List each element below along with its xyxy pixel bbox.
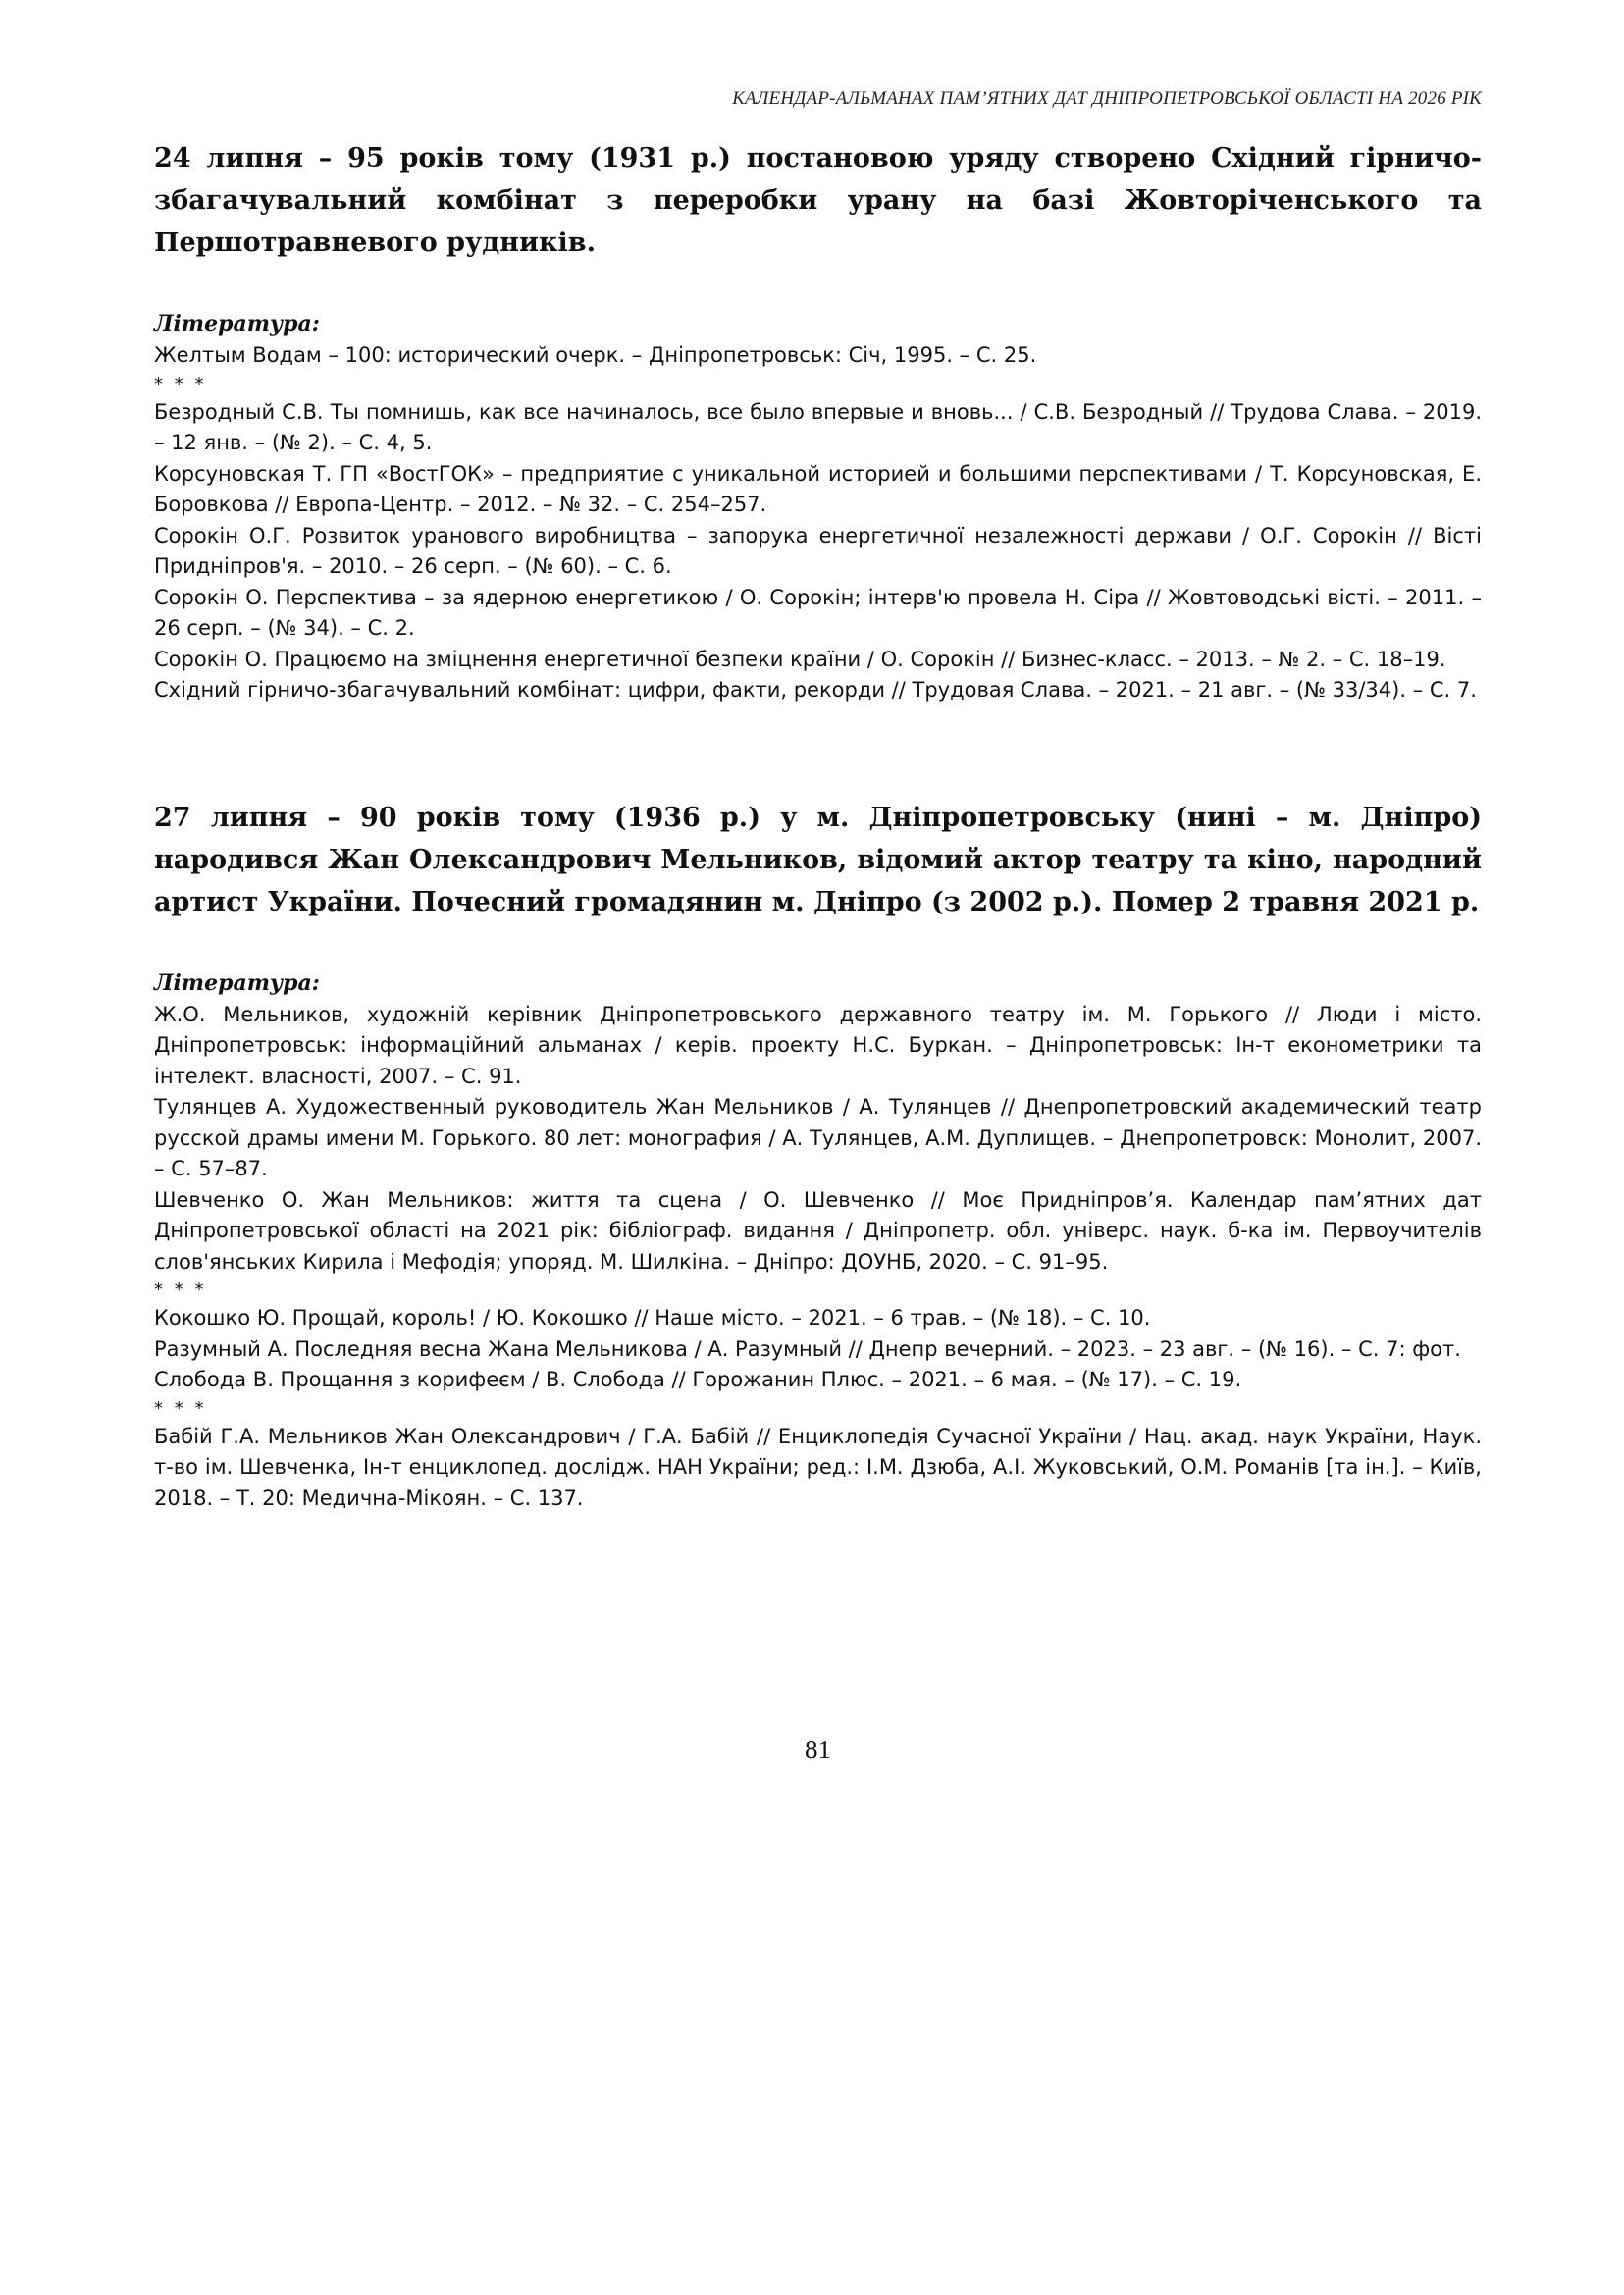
literature-separator: * * *	[154, 373, 207, 394]
literature-item: Кокошко Ю. Прощай, король! / Ю. Кокошко // Наше місто. – 2021. – 6 трав. – (№ 18). – С. 10.	[154, 1306, 1151, 1330]
entry-title: 24 липня – 95 років тому (1931 р.) постановою уряду створено Східний гірничо-збагачувальний комбінат з переробки урану на базі Жовторіченського та Першотравневого рудників.	[154, 143, 1482, 258]
literature-separator: * * *	[154, 1397, 207, 1419]
literature-item: Корсуновская Т. ГП «ВостГОК» – предприятие с уникальной историей и большими перспективами / Т. Корсуновская, Е. Боровкова // Европа-Центр. – 2012. – № 32. – С. 254–257.	[154, 461, 1482, 516]
literature-item: Безродный С.В. Ты помнишь, как все начиналось, все было впервые и вновь... / С.В. Безродный // Трудова Слава. – 2019. – 12 янв. – (№ 2). – С. 4, 5.	[154, 399, 1482, 454]
entry-melnikov	[154, 797, 1482, 1515]
document-page	[154, 88, 1482, 2267]
entry-title: 27 липня – 90 років тому (1936 р.) у м. Дніпропетровську (нині – м. Дніпро) народився Жан Олександрович Мельников, відомий актор театру та кіно, народний артист України. Почесний громадянин м. Дніпро (з 2002 р.). Помер 2 травня 2021 р.	[154, 802, 1482, 917]
literature-list	[154, 340, 1482, 706]
literature-item: Разумный А. Последняя весна Жана Мельникова / А. Разумный // Днепр вечерний. – 2023. – 23 авг. – (№ 16). – С. 7: фот.	[154, 1336, 1461, 1361]
literature-item: Сорокін О.Г. Розвиток уранового виробництва – запорука енергетичної незалежності держави / О.Г. Сорокін // Вісті Придніпров'я. – 2010. – 26 серп. – (№ 60). – С. 6.	[154, 523, 1482, 578]
literature-item: Тулянцев А. Художественный руководитель Жан Мельников / А. Тулянцев // Днепропетровский академический театр русской драмы имени М. Горького. 80 лет: монография / А. Тулянцев, А.М. Дуплищев. – Днепропетровск: Монолит, 2007. – С. 57–87.	[154, 1095, 1482, 1180]
literature-item: Желтым Водам – 100: исторический очерк. – Дніпропетровськ: Січ, 1995. – С. 25.	[154, 343, 1037, 367]
literature-item: Східний гірничо-збагачувальний комбінат: цифри, факти, рекорди // Трудовая Слава. – 2021. – 21 авг. – (№ 33/34). – С. 7.	[154, 678, 1477, 702]
literature-item: Слобода В. Прощання з корифеєм / В. Слобода // Горожанин Плюс. – 2021. – 6 мая. – (№ 17). – С. 19.	[154, 1368, 1242, 1391]
literature-label: Література:	[154, 311, 320, 337]
literature-item: Шевченко О. Жан Мельников: життя та сцена / О. Шевченко // Моє Придніпров’я. Календар пам’ятних дат Дніпропетровської області на 2021 рік: бібліограф. видання / Дніпропетр. обл. універс. наук. б-ка ім. Первоучителів слов'янських Кирила і Мефодія; упоряд. М. Шилкіна. – Дніпро: ДОУНБ, 2020. – С. 91–95.	[154, 1187, 1482, 1274]
literature-item: Ж.О. Мельников, художній керівник Дніпропетровського державного театру ім. М. Горького // Люди і місто. Дніпропетровськ: інформаційний альманах / керів. проекту Н.С. Буркан. – Дніпропетровськ: Ін-т економетрики та інтелект. власності, 2007. – С. 91.	[154, 1002, 1482, 1088]
literature-label: Література:	[154, 969, 320, 996]
literature-list	[154, 1000, 1482, 1515]
literature-item: Бабій Г.А. Мельников Жан Олександрович / Г.А. Бабій // Енциклопедія Сучасної України / Нац. акад. наук України, Наук. т-во ім. Шевченка, Ін-т енциклопед. дослідж. НАН України; ред.: І.М. Дзюба, А.І. Жуковський, О.М. Романів [та ін.]. – Київ, 2018. – Т. 20: Медична-Мікоян. – С. 137.	[154, 1424, 1482, 1510]
literature-item: Сорокін О. Перспектива – за ядерною енергетикою / О. Сорокін; інтерв'ю провела Н. Сіра // Жовтоводські вісті. – 2011. – 26 серп. – (№ 34). – С. 2.	[154, 585, 1482, 640]
running-header: КАЛЕНДАР-АЛЬМАНАХ ПАМ’ЯТНИХ ДАТ ДНІПРОПЕТРОВСЬКОЇ ОБЛАСТІ НА 2026 РІК	[732, 88, 1482, 109]
literature-item: Сорокін О. Працюємо на зміцнення енергетичної безпеки країни / О. Сорокін // Бизнес-класс. – 2013. – № 2. – С. 18–19.	[154, 647, 1446, 671]
page-number: 81	[805, 1735, 831, 1764]
entry-uranium-combine	[154, 137, 1482, 706]
literature-separator: * * *	[154, 1279, 207, 1300]
